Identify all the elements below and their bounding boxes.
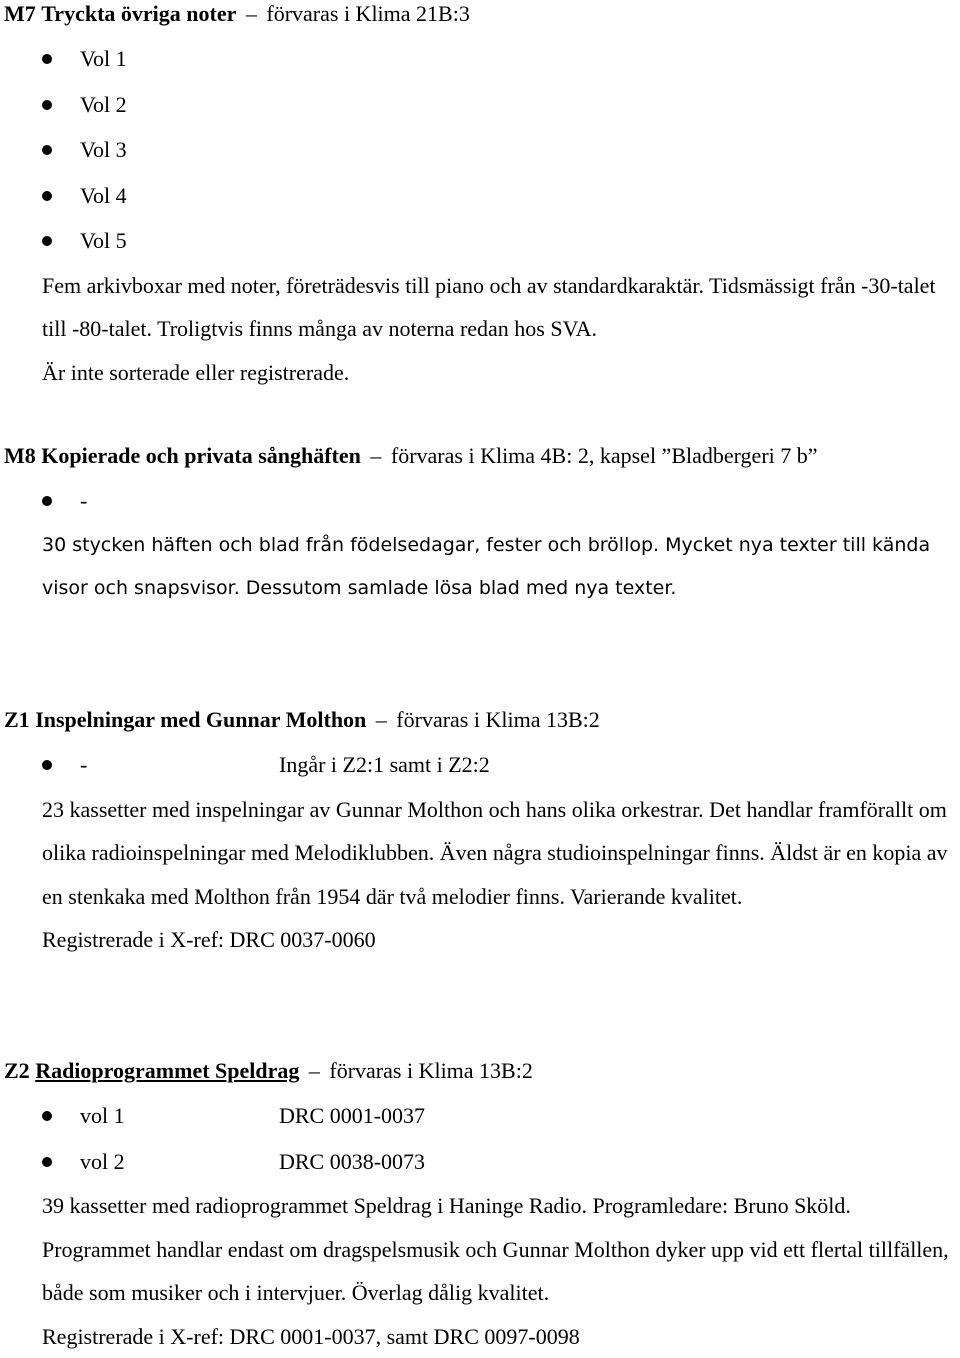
section-z1 (0, 706, 960, 962)
section-heading-z1 (4, 706, 960, 734)
item-label: Vol 2 (80, 82, 127, 128)
section-title: Tryckta övriga noter (41, 1, 236, 26)
item-label: vol 2 (80, 1139, 125, 1185)
section-title: Radioprogrammet Speldrag (35, 1058, 299, 1083)
volume-list (0, 36, 960, 264)
section-heading-m7 (4, 0, 960, 28)
section-title: Kopierade och privata sånghäften (41, 443, 361, 468)
list-item (0, 1139, 960, 1185)
section-description: 23 kassetter med inspelningar av Gunnar Molthon och hans olika orkestrar. Det handlar framförallt om olika radioinspelningar med Melodiklubben. Även några studioinspelningar finns. Äldst är en kopia av en stenkaka med Molthon från 1954 där två melodier finns. Varierande kvalitet. (42, 788, 960, 919)
item-label: - (80, 478, 87, 524)
section-location: förvaras i Klima 4B: 2, kapsel ”Bladbergeri 7 b” (391, 443, 818, 468)
section-heading-m8 (4, 442, 960, 470)
item-label: - (80, 742, 87, 788)
list-item (0, 82, 960, 128)
section-m7 (0, 0, 960, 394)
bullet-icon (42, 54, 52, 64)
section-register: Registrerade i X-ref: DRC 0037-0060 (42, 918, 960, 962)
bullet-icon (42, 100, 52, 110)
item-list (0, 742, 960, 788)
section-dash: – (246, 1, 257, 26)
volume-list (0, 1093, 960, 1184)
list-item (0, 173, 960, 219)
section-description: Fem arkivboxar med noter, företrädesvis till piano och av standardkaraktär. Tidsmässigt från -30-talet till -80-talet. Troligtvis finns många av noterna redan hos SVA. (42, 264, 960, 351)
section-location: förvaras i Klima 21B:3 (266, 1, 469, 26)
list-item (0, 36, 960, 82)
item-value: DRC 0001-0037 (279, 1093, 425, 1139)
section-description: 30 stycken häften och blad från födelsedagar, fester och bröllop. Mycket nya texter till kända visor och snapsvisor. Dessutom samlade lösa blad med nya texter. (42, 524, 960, 611)
section-register: Registrerade i X-ref: DRC 0001-0037, samt DRC 0097-0098 (42, 1315, 960, 1358)
bullet-icon (42, 191, 52, 201)
section-dash: – (309, 1058, 320, 1083)
item-label: Vol 5 (80, 218, 127, 264)
section-description: 39 kassetter med radioprogrammet Speldrag i Haninge Radio. Programledare: Bruno Sköld. Programmet handlar endast om dragspelsmusik och Gunnar Molthon dyker upp vid ett flertal tillfällen, både som musiker och i intervjuer. Överlag dålig kvalitet. (42, 1184, 960, 1315)
list-item (0, 218, 960, 264)
list-item (0, 1093, 960, 1139)
section-z2 (0, 1057, 960, 1358)
bullet-icon (42, 236, 52, 246)
item-value: DRC 0038-0073 (279, 1139, 425, 1185)
bullet-icon (42, 760, 52, 770)
section-heading-z2 (4, 1057, 960, 1085)
item-value: Ingår i Z2:1 samt i Z2:2 (279, 742, 490, 788)
item-label: Vol 3 (80, 127, 127, 173)
section-code: M8 (4, 443, 36, 468)
section-dash: – (370, 443, 381, 468)
section-location: förvaras i Klima 13B:2 (396, 707, 599, 732)
bullet-icon (42, 1157, 52, 1167)
bullet-icon (42, 496, 52, 506)
section-m8 (0, 442, 960, 611)
list-item (0, 478, 960, 524)
list-item (0, 127, 960, 173)
item-label: Vol 4 (80, 173, 127, 219)
section-location: förvaras i Klima 13B:2 (329, 1058, 532, 1083)
bullet-icon (42, 145, 52, 155)
bullet-icon (42, 1111, 52, 1121)
list-item (0, 742, 960, 788)
section-title: Inspelningar med Gunnar Molthon (35, 707, 366, 732)
section-code: M7 (4, 1, 36, 26)
item-label: Vol 1 (80, 36, 127, 82)
section-code: Z2 (4, 1058, 30, 1083)
section-dash: – (376, 707, 387, 732)
section-note: Är inte sorterade eller registrerade. (42, 351, 960, 395)
item-list (0, 478, 960, 524)
section-code: Z1 (4, 707, 30, 732)
item-label: vol 1 (80, 1093, 125, 1139)
